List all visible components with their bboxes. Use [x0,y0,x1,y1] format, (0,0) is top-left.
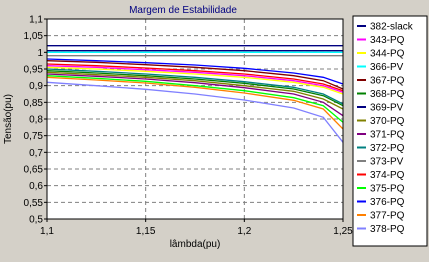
y-tick-label: 0,75 [23,131,43,143]
legend-label: 369-PV [370,102,404,114]
legend-label: 382-slack [370,21,413,33]
chart-title: Margem de Estabilidade [129,5,237,16]
x-tick-label: 1,2 [237,226,252,237]
y-tick-label: 0,8 [29,114,43,126]
legend-label: 367-PQ [370,75,405,87]
legend-label: 378-PQ [370,224,405,235]
legend-label: 366-PV [370,62,404,73]
y-tick-label: 0,7 [29,147,43,159]
y-tick-label: 1,1 [29,14,43,26]
y-tick-label: 0,6 [29,181,43,193]
x-tick-label: 1,15 [135,226,156,237]
y-tick-label: 0,55 [23,197,43,209]
legend-label: 370-PQ [370,116,405,127]
y-tick-label: 0,65 [23,164,43,176]
y-axis-label: Tensão(pu) [3,93,14,145]
legend-label: 375-PQ [370,183,405,195]
plot-area [47,19,343,219]
y-tick-label: 1 [37,47,43,59]
y-tick-label: 0,9 [29,81,43,93]
legend [353,16,427,246]
legend-label: 343-PQ [370,35,405,46]
y-tick-label: 0,95 [23,64,43,76]
legend-label: 376-PQ [370,197,405,208]
y-tick-label: 0,85 [23,97,43,109]
y-tick-label: 1,05 [23,31,43,43]
x-axis-label: lâmbda(pu) [169,239,221,250]
x-tick-label: 1,1 [40,226,54,237]
legend-label: 373-PV [370,156,404,168]
y-tick-label: 0,5 [29,214,43,226]
x-tick-label: 1,25 [333,226,353,237]
legend-label: 368-PQ [370,89,405,100]
legend-label: 371-PQ [370,129,405,141]
legend-label: 344-PQ [370,48,405,60]
legend-label: 374-PQ [370,170,405,181]
legend-label: 372-PQ [370,143,405,154]
legend-label: 377-PQ [370,210,405,222]
